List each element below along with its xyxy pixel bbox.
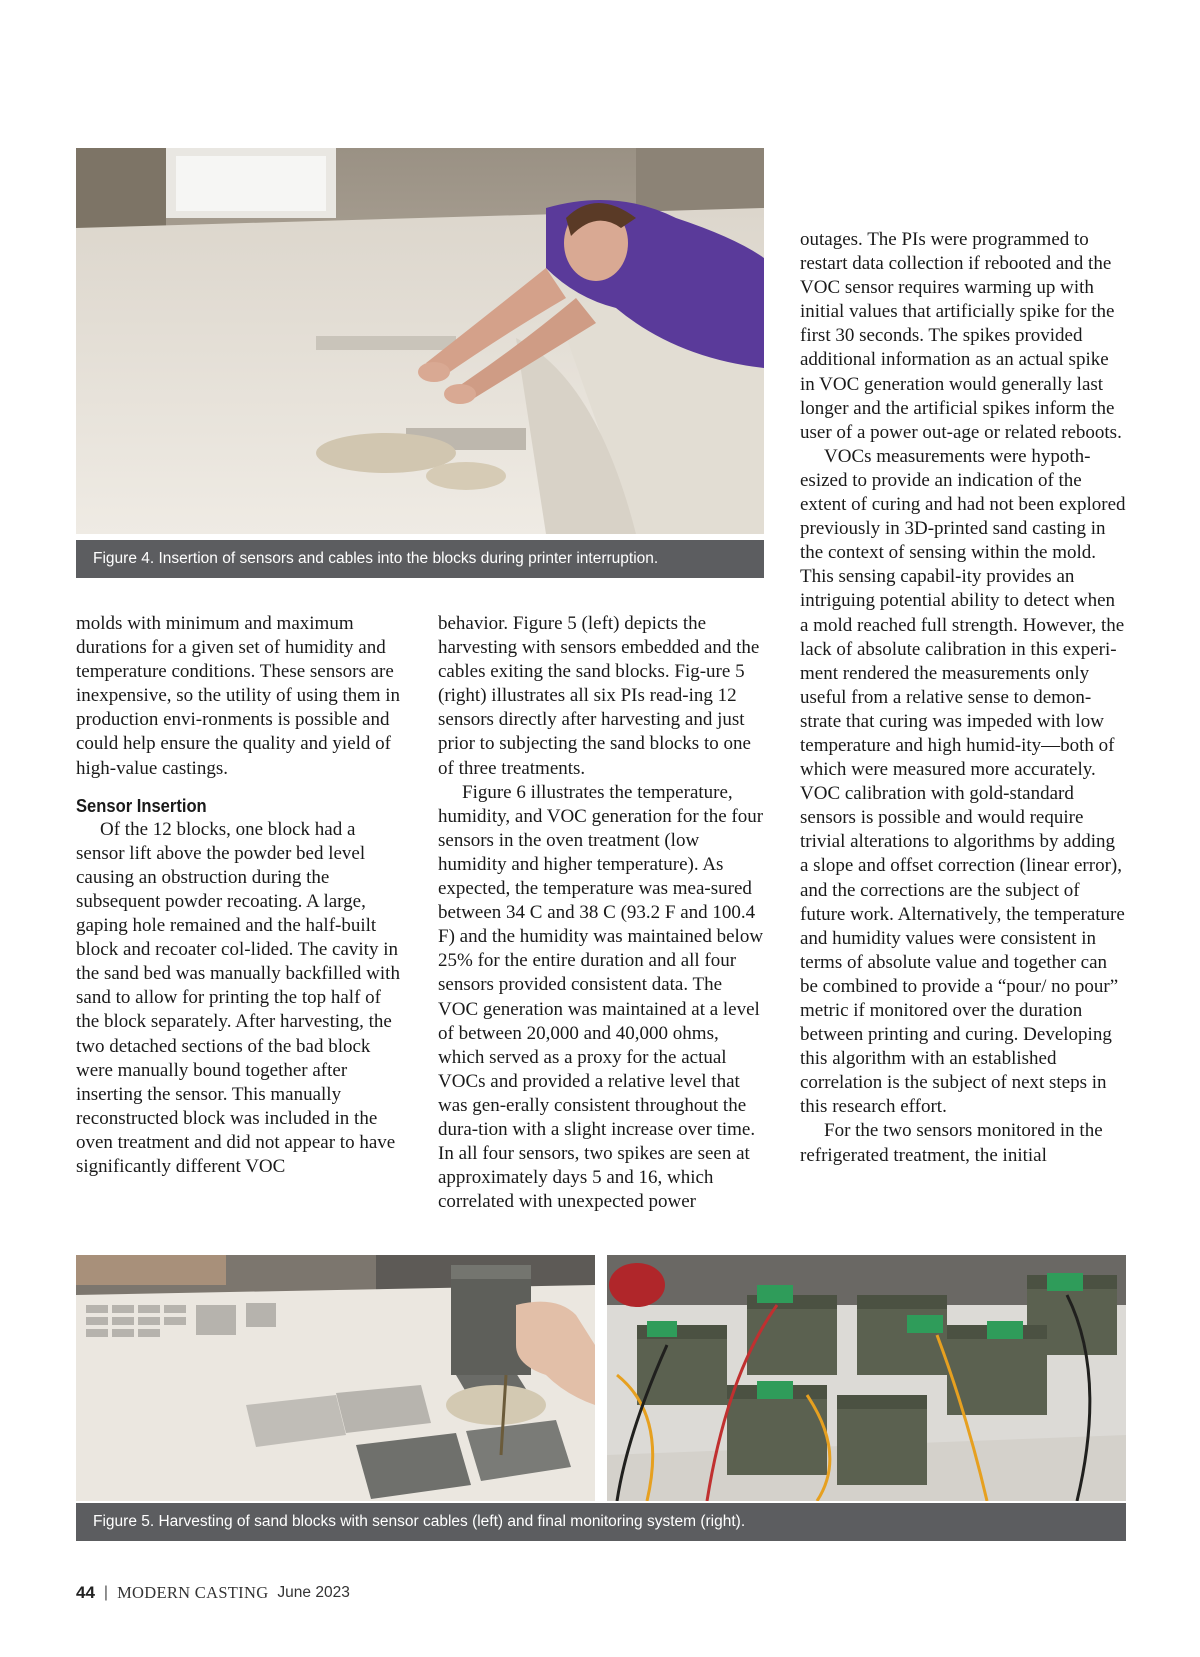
figure-4-photo xyxy=(76,148,764,534)
figure-4-caption-text: Figure 4. Insertion of sensors and cables into the blocks during printer interruption. xyxy=(93,550,659,567)
figure-5-caption-text: Figure 5. Harvesting of sand blocks with sensor cables (left) and final monitoring system (right). xyxy=(93,1513,746,1530)
column-1 xyxy=(76,612,402,1179)
figure-5-left-photo xyxy=(76,1255,595,1501)
column-2 xyxy=(438,612,764,1214)
column-3 xyxy=(800,228,1126,1168)
column-3-paragraph-2: VOCs measurements were hypoth-esized to provide an indication of the extent of curing and had not been explored previously in 3D-printed sand casting in the context of sensing within the mold. This sensing capabil-ity provides an intriguing potential ability to detect when a mold reached full strength. However, the lack of absolute calibration in this experi-ment rendered the measurements only useful from a relative sense to demon-strate that curing was impeded with low temperature and high humid-ity—both of which were measured more accurately. VOC calibration with gold-standard sensors is possible and would require trivial alterations to algorithms by adding a slope and offset correction (linear error), and the corrections are the subject of future work. Alternatively, the temperature and humidity values were consistent in terms of absolute value and together can be combined to provide a “pour/ no pour” metric if monitored over the duration between printing and curing. Developing this algorithm with an established correlation is the subject of next steps in this research effort. xyxy=(800,445,1126,1118)
figure-5-right-photo xyxy=(607,1255,1126,1501)
issue-date: June 2023 xyxy=(277,1584,350,1601)
page-number: 44 xyxy=(76,1583,95,1602)
figure-5-caption xyxy=(76,1503,1126,1541)
column-1-paragraph-2: Of the 12 blocks, one block had a sensor lift above the powder bed level causing an obstruction during the subsequent powder recoating. A large, gaping hole remained and the half-built block and recoater col-lided. The cavity in the sand bed was manually backfilled with sand to allow for printing the top half of the block separately. After harvesting, the two detached sections of the bad block were manually bound together after inserting the sensor. This manually reconstructed block was included in the oven treatment and did not appear to have significantly different VOC xyxy=(76,818,400,1177)
magazine-title: MODERN CASTING xyxy=(117,1583,269,1602)
footer-separator: | xyxy=(103,1584,109,1601)
column-1-paragraph-1: molds with minimum and maximum durations for a given set of humidity and temperature conditions. These sensors are inexpensive, so the utility of using them in production envi-ronments is possible and could help ensure the quality and yield of high-value castings. xyxy=(76,613,401,779)
page-footer xyxy=(76,1580,350,1606)
column-3-paragraph-3: For the two sensors monitored in the refrigerated treatment, the initial xyxy=(800,1120,1103,1166)
harvesting-sand-blocks-image xyxy=(76,1255,595,1501)
column-3-paragraph-1: outages. The PIs were programmed to restart data collection if rebooted and the VOC sensor requires warming up with initial values that artificially spike for the first 30 seconds. The spikes provided additional information as an actual spike in VOC generation would generally last longer and the artificial spikes inform the user of a power out-age or related reboots. xyxy=(800,229,1122,443)
monitoring-system-image xyxy=(607,1255,1126,1501)
person-inserting-sensors-image xyxy=(76,148,764,534)
figure-4-caption xyxy=(76,540,764,578)
column-2-paragraph-1: behavior. Figure 5 (left) depicts the harvesting with sensors embedded and the cables exiting the sand blocks. Fig-ure 5 (right) illustrates all six PIs read-ing 12 sensors directly after harvesting and just prior to subjecting the sand blocks to one of three treatments. xyxy=(438,613,760,779)
section-heading-sensor-insertion: Sensor Insertion xyxy=(76,795,207,816)
column-2-paragraph-2: Figure 6 illustrates the temperature, humidity, and VOC generation for the four sensors in the oven treatment (low humidity and higher temperature). As expected, the temperature was mea-sured between 34 C and 38 C (93.2 F and 100.4 F) and the humidity was maintained below 25% for the entire duration and all four sensors provided consistent data. The VOC generation was maintained at a level of between 20,000 and 40,000 ohms, which served as a proxy for the actual VOCs and provided a relative level that was gen-erally consistent throughout the dura-tion with a slight increase over time. In all four sensors, two spikes are seen at approximately days 5 and 16, which correlated with unexpected power xyxy=(438,781,764,1213)
